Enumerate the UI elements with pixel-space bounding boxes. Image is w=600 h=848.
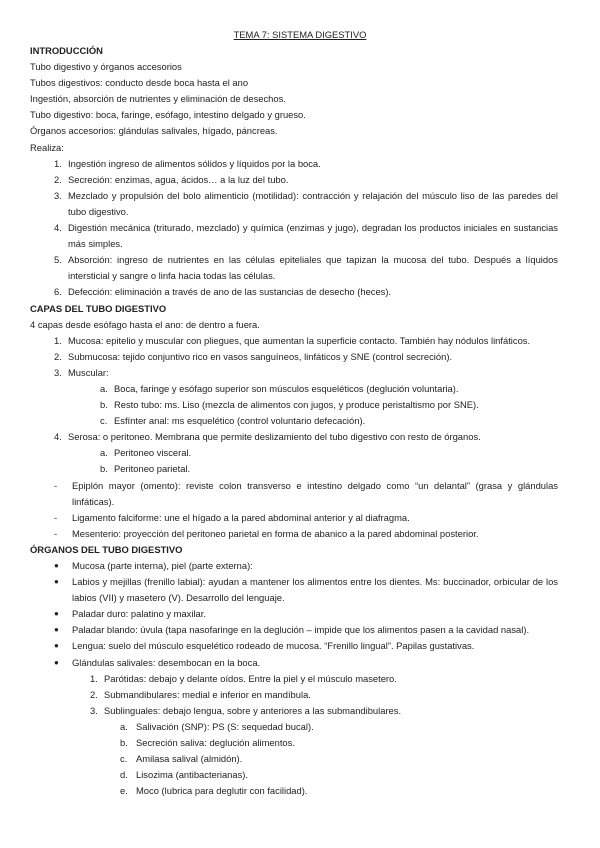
list-letter: c. bbox=[100, 415, 108, 427]
bullet-item bbox=[54, 622, 558, 638]
section-heading-capas: CAPAS DEL TUBO DIGESTIVO bbox=[30, 302, 167, 314]
bullet-marker: ● bbox=[54, 625, 59, 635]
list-number: 1. bbox=[90, 672, 98, 684]
list-number: 3. bbox=[90, 704, 98, 716]
list-letter: b. bbox=[100, 399, 108, 411]
list-letter: e. bbox=[120, 785, 128, 797]
bullet-marker: ● bbox=[54, 609, 59, 619]
list-item bbox=[54, 156, 558, 172]
list-letter: b. bbox=[100, 463, 108, 475]
list-text: Esfínter anal: ms esquelético (control voluntario defecación). bbox=[114, 415, 366, 427]
sub-list-item bbox=[100, 461, 558, 477]
paragraph: Realiza: bbox=[30, 141, 64, 153]
sub-sub-list-item bbox=[120, 751, 558, 767]
dash-marker: - bbox=[54, 479, 58, 491]
sub-list-item bbox=[100, 413, 558, 429]
list-text: Absorción: ingreso de nutrientes en las células epiteliales que tapizan la mucosa del tubo. Después a líquidos intersticial y sangre o linfa hacia todas las células. bbox=[68, 254, 558, 282]
list-text: Paladar blando: úvula (tapa nasofaringe en la deglución – impide que los alimentos pasen a la cavidad nasal). bbox=[72, 624, 530, 636]
list-number: 2. bbox=[90, 688, 98, 700]
section-heading-organos: ÓRGANOS DEL TUBO DIGESTIVO bbox=[30, 543, 183, 555]
dash-marker: - bbox=[54, 511, 58, 523]
sub-list-item bbox=[100, 445, 558, 461]
list-item bbox=[54, 252, 558, 284]
bullet-item bbox=[54, 574, 558, 606]
sub-list-item bbox=[100, 397, 558, 413]
list-text: Lengua: suelo del músculo esquelético rodeado de mucosa. “Frenillo lingual”. Papilas gustativas. bbox=[72, 640, 475, 652]
list-letter: b. bbox=[120, 737, 128, 749]
bullet-marker: ● bbox=[54, 657, 59, 667]
bullet-marker: ● bbox=[54, 641, 59, 651]
paragraph: Tubo digestivo y órganos accesorios bbox=[30, 61, 182, 73]
list-text: Secreción: enzimas, agua, ácidos… a la luz del tubo. bbox=[68, 173, 289, 185]
paragraph: Tubos digestivos: conducto desde boca hasta el ano bbox=[30, 77, 249, 89]
list-text: Mucosa (parte interna), piel (parte externa): bbox=[72, 560, 253, 571]
list-number: 3. bbox=[54, 366, 62, 378]
list-text: Labios y mejillas (frenillo labial): ayudan a mantener los alimentos entre los dientes. Ms: buccinador, orbicular de los labios (VII) y masetero (V). Desarrollo del lenguaje. bbox=[72, 576, 558, 604]
list-item bbox=[54, 429, 558, 445]
list-letter: d. bbox=[120, 769, 128, 781]
list-text: Mezclado y propulsión del bolo alimenticio (motilidad): contracción y relajación del músculo liso de las paredes del tubo digestivo. bbox=[68, 189, 558, 217]
list-letter: a. bbox=[100, 447, 108, 459]
sub-sub-list-item bbox=[120, 783, 558, 799]
list-text: Paladar duro: palatino y maxilar. bbox=[72, 608, 206, 620]
sub-list-item bbox=[90, 687, 558, 703]
list-item bbox=[54, 172, 558, 188]
list-number: 6. bbox=[54, 286, 62, 298]
section-heading-introduccion: INTRODUCCIÓN bbox=[30, 45, 103, 56]
sub-list-item bbox=[90, 671, 558, 687]
sub-sub-list-item bbox=[120, 735, 558, 751]
bullet-item bbox=[54, 655, 558, 671]
list-item bbox=[54, 365, 558, 381]
list-number: 1. bbox=[54, 157, 62, 169]
paragraph: Tubo digestivo: boca, faringe, esófago, intestino delgado y grueso. bbox=[30, 109, 306, 121]
list-number: 4. bbox=[54, 222, 62, 234]
list-text: Peritoneo parietal. bbox=[114, 463, 191, 475]
paragraph: Órganos accesorios: glándulas salivales, hígado, páncreas. bbox=[30, 125, 278, 137]
list-text: Peritoneo visceral. bbox=[114, 447, 192, 459]
list-number: 2. bbox=[54, 350, 62, 362]
list-item bbox=[54, 333, 558, 349]
bullet-item bbox=[54, 638, 558, 654]
dash-item bbox=[54, 526, 558, 542]
dash-marker: - bbox=[54, 527, 58, 539]
list-text: Lisozima (antibacterianas). bbox=[136, 769, 249, 781]
list-text: Muscular: bbox=[68, 366, 109, 378]
list-number: 4. bbox=[54, 431, 62, 443]
dash-item bbox=[54, 510, 558, 526]
sub-sub-list-item bbox=[120, 767, 558, 783]
list-text: Serosa: o peritoneo. Membrana que permite deslizamiento del tubo digestivo con resto de órganos. bbox=[68, 431, 481, 443]
list-text: Salivación (SNP): PS (S: sequedad bucal). bbox=[136, 720, 314, 732]
list-text: Submucosa: tejido conjuntivo rico en vasos sanguíneos, linfáticos y SNE (control secreción). bbox=[68, 350, 453, 362]
list-text: Glándulas salivales: desembocan en la boca. bbox=[72, 656, 261, 668]
list-text: Moco (lubrica para deglutir con facilidad). bbox=[136, 785, 308, 797]
list-text: Submandibulares: medial e inferior en mandíbula. bbox=[104, 688, 311, 700]
list-text: Mesenterio: proyección del peritoneo parietal en forma de abanico a la pared abdominal posterior. bbox=[72, 527, 479, 539]
list-letter: a. bbox=[120, 720, 128, 732]
list-item bbox=[54, 284, 558, 300]
list-text: Sublinguales: debajo lengua, sobre y anteriores a las submandibulares. bbox=[104, 704, 402, 716]
list-number: 5. bbox=[54, 254, 62, 266]
sub-sub-list-item bbox=[120, 719, 558, 735]
list-text: Defección: eliminación a través de ano de las sustancias de desecho (heces). bbox=[68, 286, 392, 298]
list-text: Digestión mecánica (triturado, mezclado) y química (enzimas y jugo), degradan los productos iniciales en sustancias más simples. bbox=[68, 222, 558, 250]
list-text: Secreción saliva: deglución alimentos. bbox=[136, 737, 295, 749]
list-number: 1. bbox=[54, 334, 62, 346]
list-text: Resto tubo: ms. Liso (mezcla de alimentos con jugos, y produce peristaltismo por SNE). bbox=[114, 399, 479, 411]
bullet-item bbox=[54, 558, 558, 574]
bullet-marker: ● bbox=[54, 561, 59, 570]
dash-item bbox=[54, 478, 558, 510]
list-text: Boca, faringe y esófago superior son músculos esqueléticos (deglución voluntaria). bbox=[114, 382, 459, 394]
list-text: Ingestión ingreso de alimentos sólidos y líquidos por la boca. bbox=[68, 157, 321, 169]
list-number: 2. bbox=[54, 173, 62, 185]
list-text: Mucosa: epitelio y muscular con pliegues, que aumentan la superficie contacto. También hay nódulos linfáticos. bbox=[68, 334, 531, 346]
list-item bbox=[54, 349, 558, 365]
list-text: Ligamento falciforme: une el hígado a la pared abdominal anterior y al diafragma. bbox=[72, 511, 410, 523]
list-number: 3. bbox=[54, 189, 62, 201]
list-text: Epiplón mayor (omento): reviste colon transverso e intestino delgado como “un delantal” (grasa y glándulas linfáticas). bbox=[72, 479, 558, 507]
list-letter: c. bbox=[120, 753, 128, 765]
paragraph: 4 capas desde esófago hasta el ano: de dentro a fuera. bbox=[30, 318, 260, 330]
sub-list-item bbox=[100, 381, 558, 397]
list-item bbox=[54, 188, 558, 220]
bullet-item bbox=[54, 606, 558, 622]
list-text: Amilasa salival (almidón). bbox=[136, 753, 243, 765]
list-item bbox=[54, 220, 558, 252]
sub-list-item bbox=[90, 703, 558, 719]
document-body bbox=[30, 43, 558, 799]
list-letter: a. bbox=[100, 382, 108, 394]
page-title: TEMA 7: SISTEMA DIGESTIVO bbox=[233, 29, 367, 40]
list-text: Parótidas: debajo y delante oídos. Entre la piel y el músculo masetero. bbox=[104, 672, 397, 684]
bullet-marker: ● bbox=[54, 577, 59, 587]
paragraph: Ingestión, absorción de nutrientes y eliminación de desechos. bbox=[30, 93, 286, 105]
